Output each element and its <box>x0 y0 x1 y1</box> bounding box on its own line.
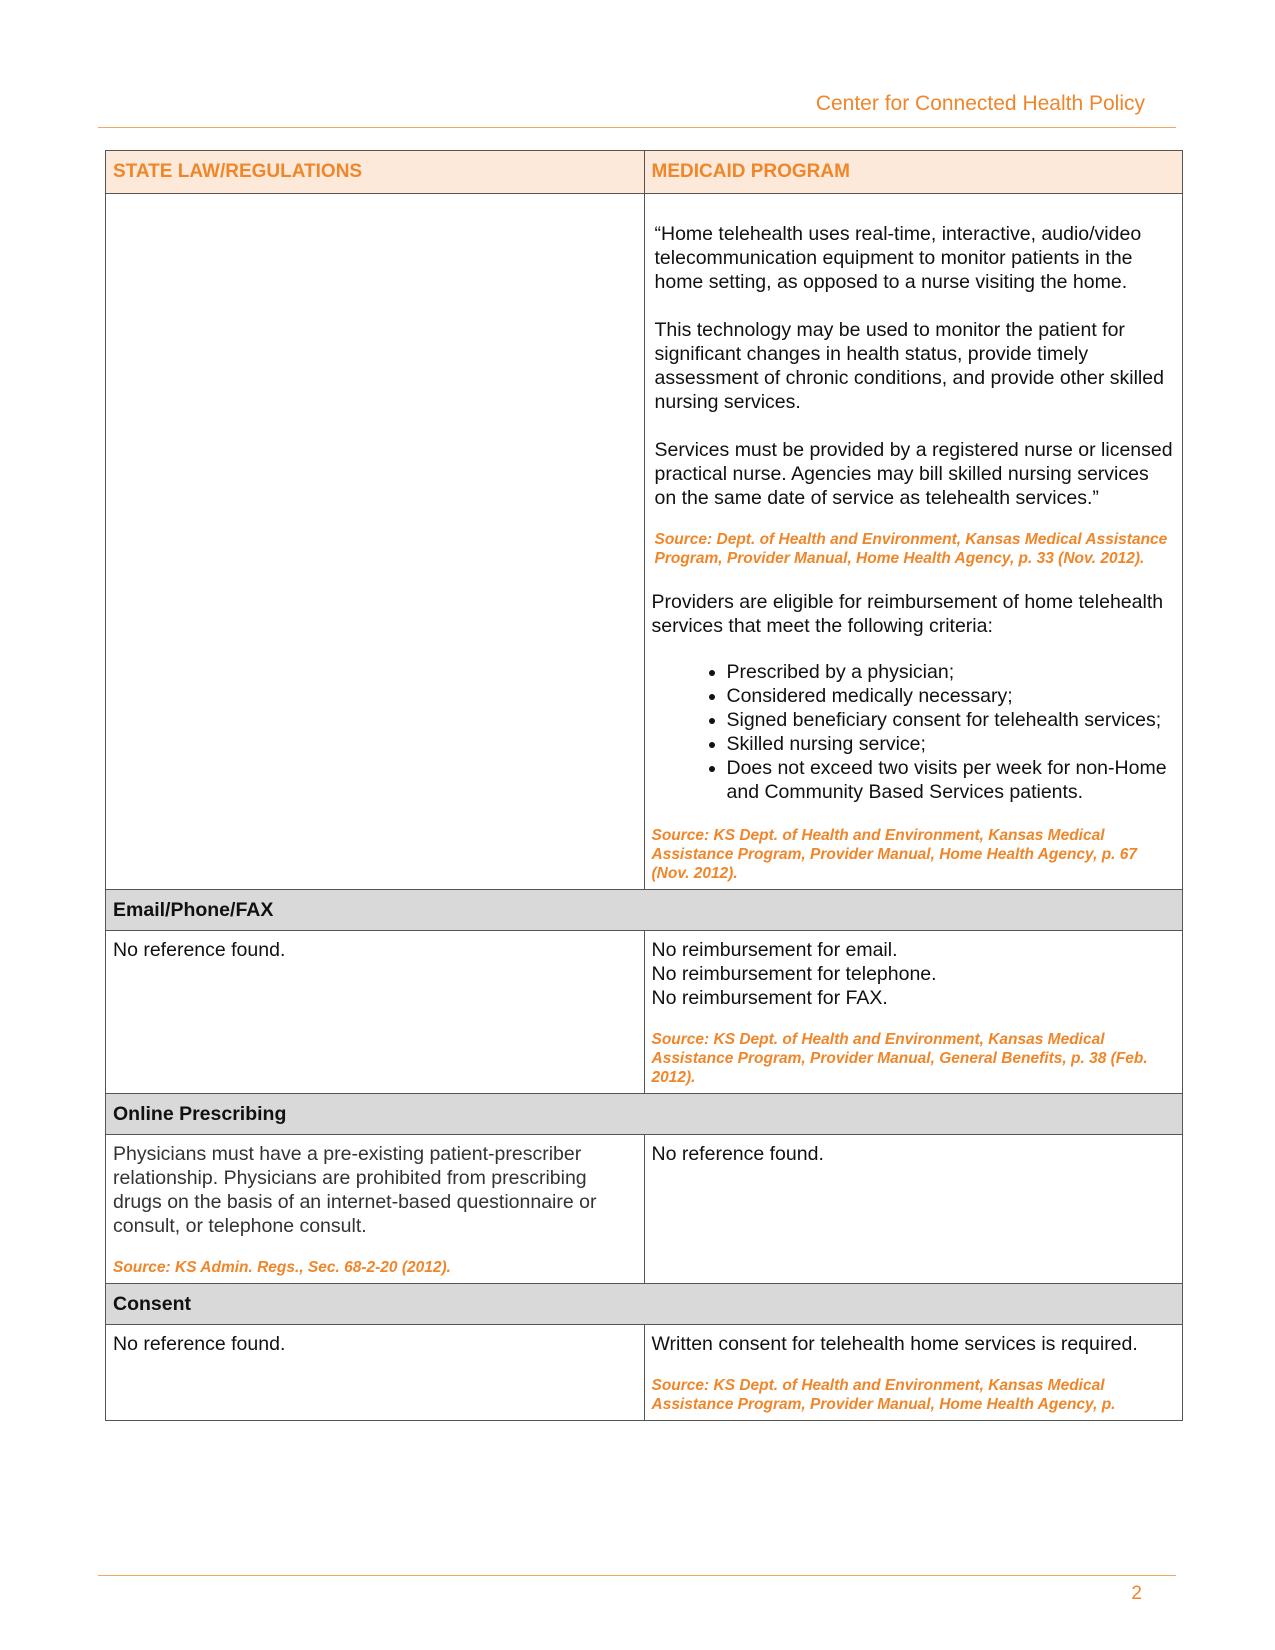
email-reimbursement-line: No reimbursement for email. <box>651 939 898 961</box>
footer-divider <box>98 1575 1176 1576</box>
home-telehealth-quote-p3: Services must be provided by a registered nurse or licensed practical nurse. Agencies may bill skilled nursing services on the same date of service as telehealth services.” <box>654 439 1173 509</box>
medicaid-cell-email <box>644 931 1183 1094</box>
state-law-cell-consent <box>106 1325 645 1421</box>
list-item: • Prescribed by a physician; <box>727 660 1176 684</box>
state-law-cell-email <box>106 931 645 1094</box>
table-row-home-health <box>106 194 1183 890</box>
criteria-list <box>652 660 1176 804</box>
list-item: • Considered medically necessary; <box>727 684 1176 708</box>
table-header-row <box>106 151 1183 194</box>
section-title-consent: Consent <box>106 1284 1183 1325</box>
state-law-cell-home-health <box>106 194 645 890</box>
column-header-medicaid: MEDICAID PROGRAM <box>644 151 1183 194</box>
home-telehealth-quote-p2: This technology may be used to monitor the patient for significant changes in health status, provide timely assessment of chronic conditions, and provide other skilled nursing services. <box>654 319 1164 413</box>
list-item: • Signed beneficiary consent for telehealth services; <box>727 708 1176 732</box>
section-row-prescribing <box>106 1094 1183 1135</box>
section-title-email: Email/Phone/FAX <box>106 890 1183 931</box>
prescribing-source-citation: Source: KS Admin. Regs., Sec. 68-2-20 (2012). <box>113 1259 451 1276</box>
prescribing-state-law-text: Physicians must have a pre-existing patient-prescriber relationship. Physicians are prohibited from prescribing drugs on the basis of an internet-based questionnaire or consult, or telephone consult. <box>113 1143 597 1237</box>
table-row-prescribing <box>106 1135 1183 1284</box>
email-state-law-text: No reference found. <box>113 939 286 961</box>
table-row-consent <box>106 1325 1183 1421</box>
section-row-email <box>106 890 1183 931</box>
list-item: • Skilled nursing service; <box>727 732 1176 756</box>
section-row-consent <box>106 1284 1183 1325</box>
email-source-citation: Source: KS Dept. of Health and Environment, Kansas Medical Assistance Program, Provider Manual, General Benefits, p. 38 (Feb. 2012). <box>651 1031 1148 1086</box>
criteria-intro: Providers are eligible for reimbursement of home telehealth services that meet the following criteria: <box>651 591 1164 637</box>
fax-reimbursement-line: No reimbursement for FAX. <box>651 987 888 1009</box>
header-divider <box>98 127 1176 128</box>
source-citation-2: Source: KS Dept. of Health and Environment, Kansas Medical Assistance Program, Provider Manual, Home Health Agency, p. 67 (Nov. 2012). <box>651 827 1138 882</box>
table-row-email <box>106 931 1183 1094</box>
medicaid-cell-prescribing <box>644 1135 1183 1284</box>
list-item: • Does not exceed two visits per week for non-Home and Community Based Services patients. <box>727 756 1176 804</box>
section-title-prescribing: Online Prescribing <box>106 1094 1183 1135</box>
header-title: Center for Connected Health Policy <box>815 92 1145 115</box>
page-number: 2 <box>1131 1583 1142 1604</box>
prescribing-medicaid-text: No reference found. <box>651 1143 824 1165</box>
telephone-reimbursement-line: No reimbursement for telephone. <box>651 963 937 985</box>
consent-medicaid-text: Written consent for telehealth home services is required. <box>651 1333 1138 1355</box>
home-telehealth-quote-p1: “Home telehealth uses real-time, interactive, audio/video telecommunication equipment to monitor patients in the home setting, as opposed to a nurse visiting the home. <box>654 223 1142 293</box>
medicaid-cell-consent <box>644 1325 1183 1421</box>
state-law-cell-prescribing <box>106 1135 645 1284</box>
column-header-state-law: STATE LAW/REGULATIONS <box>106 151 645 194</box>
source-citation-1: Source: Dept. of Health and Environment, Kansas Medical Assistance Program, Provider Manual, Home Health Agency, p. 33 (Nov. 2012). <box>654 531 1168 567</box>
consent-state-law-text: No reference found. <box>113 1333 286 1355</box>
policy-table <box>105 150 1183 1421</box>
consent-source-citation: Source: KS Dept. of Health and Environment, Kansas Medical Assistance Program, Provider Manual, Home Health Agency, p. <box>651 1377 1116 1413</box>
medicaid-cell-home-health <box>644 194 1183 890</box>
